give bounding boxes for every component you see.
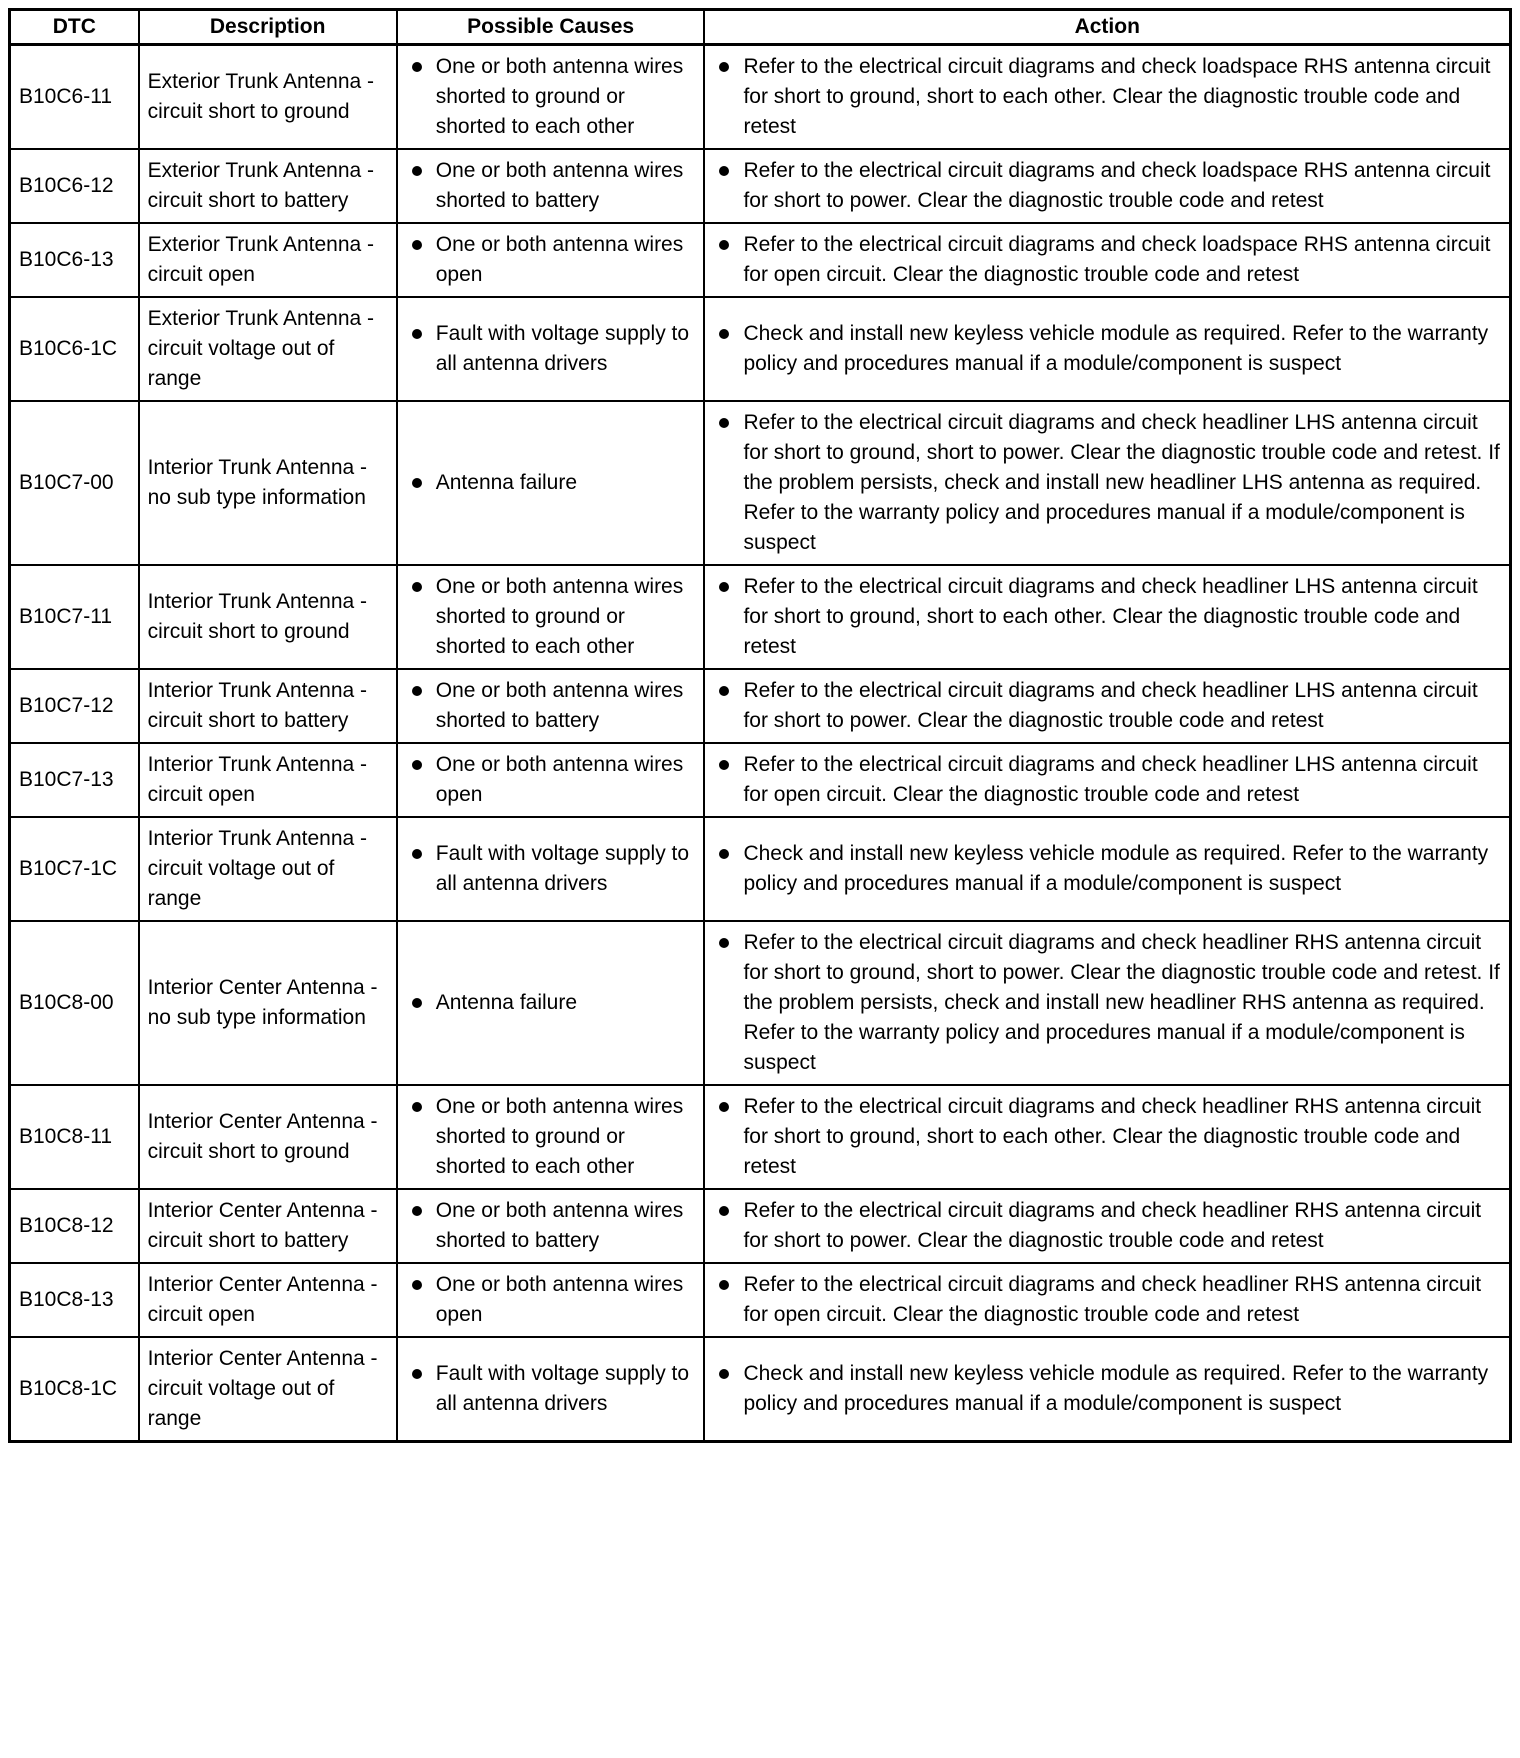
bullet-item bbox=[406, 230, 696, 290]
dtc-code-cell: B10C7-00 bbox=[10, 401, 139, 565]
dtc-code-cell: B10C6-11 bbox=[10, 45, 139, 150]
possible-causes-cell bbox=[397, 1085, 705, 1189]
bullet-item bbox=[406, 1359, 696, 1419]
bullet-item bbox=[406, 52, 696, 142]
description-cell: Exterior Trunk Antenna - circuit voltage out of range bbox=[139, 297, 397, 401]
action-cell bbox=[704, 149, 1510, 223]
action-cell bbox=[704, 45, 1510, 150]
action-text: Refer to the electrical circuit diagrams and check headliner RHS antenna circuit for short to ground, short to each other. Clear the diagnostic trouble code and retest bbox=[743, 1095, 1482, 1178]
bullet-item bbox=[713, 1196, 1501, 1256]
col-header-action: Action bbox=[704, 10, 1510, 45]
bullet-list bbox=[713, 408, 1501, 558]
possible-causes-cell bbox=[397, 223, 705, 297]
description-cell: Interior Center Antenna - circuit short to battery bbox=[139, 1189, 397, 1263]
description-cell: Interior Trunk Antenna - no sub type information bbox=[139, 401, 397, 565]
possible-causes-cell bbox=[397, 45, 705, 150]
bullet-icon bbox=[719, 760, 729, 770]
bullet-list bbox=[713, 839, 1501, 899]
bullet-item bbox=[713, 839, 1501, 899]
bullet-icon bbox=[412, 760, 422, 770]
possible-cause-text: Fault with voltage supply to all antenna drivers bbox=[435, 1362, 690, 1415]
dtc-code-cell: B10C7-13 bbox=[10, 743, 139, 817]
possible-cause-text: One or both antenna wires open bbox=[435, 753, 684, 806]
bullet-list bbox=[713, 1196, 1501, 1256]
bullet-list bbox=[406, 468, 696, 498]
bullet-icon bbox=[719, 1102, 729, 1112]
description-cell: Interior Center Antenna - circuit open bbox=[139, 1263, 397, 1337]
bullet-icon bbox=[412, 849, 422, 859]
bullet-list bbox=[406, 572, 696, 662]
bullet-icon bbox=[412, 1280, 422, 1290]
possible-cause-text: One or both antenna wires open bbox=[435, 233, 684, 286]
table-row bbox=[10, 565, 1511, 669]
action-text: Refer to the electrical circuit diagrams and check loadspace RHS antenna circuit for short to ground, short to each other. Clear the diagnostic trouble code and retest bbox=[743, 55, 1491, 138]
bullet-item bbox=[406, 1092, 696, 1182]
description-cell: Interior Center Antenna - circuit short to ground bbox=[139, 1085, 397, 1189]
bullet-icon bbox=[412, 240, 422, 250]
action-text: Refer to the electrical circuit diagrams and check headliner RHS antenna circuit for short to power. Clear the diagnostic trouble code and retest bbox=[743, 1199, 1482, 1252]
bullet-list bbox=[713, 572, 1501, 662]
bullet-icon bbox=[412, 166, 422, 176]
possible-cause-text: Antenna failure bbox=[435, 991, 578, 1014]
action-text: Refer to the electrical circuit diagrams and check loadspace RHS antenna circuit for short to power. Clear the diagnostic trouble code and retest bbox=[743, 159, 1491, 212]
bullet-item bbox=[406, 156, 696, 216]
bullet-icon bbox=[719, 849, 729, 859]
table-row bbox=[10, 921, 1511, 1085]
bullet-icon bbox=[412, 1206, 422, 1216]
action-text: Refer to the electrical circuit diagrams and check headliner LHS antenna circuit for short to power. Clear the diagnostic trouble code and retest bbox=[743, 679, 1478, 732]
table-row bbox=[10, 297, 1511, 401]
table-row bbox=[10, 743, 1511, 817]
dtc-table-header bbox=[10, 10, 1511, 45]
bullet-item bbox=[406, 839, 696, 899]
action-text: Refer to the electrical circuit diagrams and check headliner LHS antenna circuit for open circuit. Clear the diagnostic trouble code and retest bbox=[743, 753, 1478, 806]
action-cell bbox=[704, 1085, 1510, 1189]
description-cell: Interior Trunk Antenna - circuit short to battery bbox=[139, 669, 397, 743]
bullet-item bbox=[713, 319, 1501, 379]
bullet-list bbox=[406, 230, 696, 290]
description-cell: Interior Center Antenna - circuit voltage out of range bbox=[139, 1337, 397, 1442]
bullet-list bbox=[713, 928, 1501, 1078]
col-header-description: Description bbox=[139, 10, 397, 45]
col-header-possible-causes: Possible Causes bbox=[397, 10, 705, 45]
bullet-list bbox=[713, 319, 1501, 379]
description-cell: Interior Trunk Antenna - circuit short to ground bbox=[139, 565, 397, 669]
bullet-item bbox=[406, 468, 696, 498]
bullet-item bbox=[713, 1092, 1501, 1182]
possible-cause-text: One or both antenna wires open bbox=[435, 1273, 684, 1326]
bullet-list bbox=[406, 319, 696, 379]
dtc-code-cell: B10C6-13 bbox=[10, 223, 139, 297]
action-text: Refer to the electrical circuit diagrams and check headliner LHS antenna circuit for short to ground, short to power. Clear the diagnostic trouble code and retest. If the problem persists, check and install new headliner LHS antenna as required. Refer to the warranty policy and procedures manual if a module/component is suspect bbox=[743, 411, 1500, 554]
possible-cause-text: One or both antenna wires shorted to battery bbox=[435, 679, 684, 732]
table-row bbox=[10, 817, 1511, 921]
table-row bbox=[10, 1189, 1511, 1263]
bullet-list bbox=[406, 1196, 696, 1256]
bullet-item bbox=[713, 1359, 1501, 1419]
action-text: Refer to the electrical circuit diagrams and check headliner RHS antenna circuit for short to ground, short to power. Clear the diagnostic trouble code and retest. If the problem persists, check and install new headliner RHS antenna as required. Refer to the warranty policy and procedures manual if a module/component is suspect bbox=[743, 931, 1500, 1074]
bullet-icon bbox=[719, 1280, 729, 1290]
bullet-icon bbox=[412, 1102, 422, 1112]
bullet-list bbox=[713, 52, 1501, 142]
bullet-icon bbox=[719, 686, 729, 696]
table-row bbox=[10, 149, 1511, 223]
dtc-code-cell: B10C8-13 bbox=[10, 1263, 139, 1337]
bullet-icon bbox=[719, 1206, 729, 1216]
bullet-item bbox=[713, 408, 1501, 558]
possible-causes-cell bbox=[397, 1189, 705, 1263]
description-cell: Exterior Trunk Antenna - circuit open bbox=[139, 223, 397, 297]
bullet-item bbox=[406, 676, 696, 736]
bullet-icon bbox=[719, 329, 729, 339]
description-cell: Interior Trunk Antenna - circuit open bbox=[139, 743, 397, 817]
action-cell bbox=[704, 565, 1510, 669]
possible-cause-text: Fault with voltage supply to all antenna drivers bbox=[435, 322, 690, 375]
possible-cause-text: Antenna failure bbox=[435, 471, 578, 494]
bullet-list bbox=[713, 1359, 1501, 1419]
bullet-item bbox=[713, 1270, 1501, 1330]
bullet-icon bbox=[412, 478, 422, 488]
description-cell: Exterior Trunk Antenna - circuit short to ground bbox=[139, 45, 397, 150]
action-cell bbox=[704, 297, 1510, 401]
action-cell bbox=[704, 669, 1510, 743]
dtc-code-cell: B10C8-12 bbox=[10, 1189, 139, 1263]
action-cell bbox=[704, 401, 1510, 565]
table-row bbox=[10, 1085, 1511, 1189]
bullet-icon bbox=[412, 1369, 422, 1379]
bullet-list bbox=[406, 1270, 696, 1330]
bullet-icon bbox=[412, 62, 422, 72]
possible-cause-text: Fault with voltage supply to all antenna drivers bbox=[435, 842, 690, 895]
possible-causes-cell bbox=[397, 743, 705, 817]
dtc-code-cell: B10C8-1C bbox=[10, 1337, 139, 1442]
possible-cause-text: One or both antenna wires shorted to ground or shorted to each other bbox=[435, 575, 684, 658]
table-row bbox=[10, 669, 1511, 743]
description-cell: Interior Trunk Antenna - circuit voltage out of range bbox=[139, 817, 397, 921]
bullet-list bbox=[713, 750, 1501, 810]
possible-cause-text: One or both antenna wires shorted to battery bbox=[435, 1199, 684, 1252]
bullet-icon bbox=[412, 582, 422, 592]
possible-causes-cell bbox=[397, 565, 705, 669]
bullet-list bbox=[406, 1092, 696, 1182]
possible-cause-text: One or both antenna wires shorted to ground or shorted to each other bbox=[435, 1095, 684, 1178]
bullet-list bbox=[713, 1270, 1501, 1330]
description-cell: Interior Center Antenna - no sub type information bbox=[139, 921, 397, 1085]
bullet-list bbox=[713, 676, 1501, 736]
action-text: Check and install new keyless vehicle module as required. Refer to the warranty policy and procedures manual if a module/component is suspect bbox=[743, 842, 1489, 895]
possible-causes-cell bbox=[397, 401, 705, 565]
action-text: Refer to the electrical circuit diagrams and check headliner LHS antenna circuit for short to ground, short to each other. Clear the diagnostic trouble code and retest bbox=[743, 575, 1478, 658]
table-header-row bbox=[10, 10, 1511, 45]
bullet-list bbox=[406, 750, 696, 810]
dtc-code-cell: B10C8-11 bbox=[10, 1085, 139, 1189]
action-cell bbox=[704, 743, 1510, 817]
action-text: Refer to the electrical circuit diagrams and check headliner RHS antenna circuit for open circuit. Clear the diagnostic trouble code and retest bbox=[743, 1273, 1482, 1326]
dtc-code-cell: B10C6-1C bbox=[10, 297, 139, 401]
dtc-code-cell: B10C8-00 bbox=[10, 921, 139, 1085]
bullet-icon bbox=[719, 240, 729, 250]
bullet-item bbox=[713, 676, 1501, 736]
bullet-list bbox=[713, 230, 1501, 290]
bullet-list bbox=[406, 839, 696, 899]
action-text: Refer to the electrical circuit diagrams and check loadspace RHS antenna circuit for open circuit. Clear the diagnostic trouble code and retest bbox=[743, 233, 1491, 286]
action-cell bbox=[704, 921, 1510, 1085]
action-cell bbox=[704, 1263, 1510, 1337]
bullet-icon bbox=[412, 329, 422, 339]
bullet-list bbox=[406, 988, 696, 1018]
possible-cause-text: One or both antenna wires shorted to ground or shorted to each other bbox=[435, 55, 684, 138]
action-text: Check and install new keyless vehicle module as required. Refer to the warranty policy and procedures manual if a module/component is suspect bbox=[743, 322, 1489, 375]
action-text: Check and install new keyless vehicle module as required. Refer to the warranty policy and procedures manual if a module/component is suspect bbox=[743, 1362, 1489, 1415]
table-row bbox=[10, 1263, 1511, 1337]
bullet-item bbox=[713, 230, 1501, 290]
description-cell: Exterior Trunk Antenna - circuit short to battery bbox=[139, 149, 397, 223]
possible-causes-cell bbox=[397, 669, 705, 743]
action-cell bbox=[704, 1189, 1510, 1263]
dtc-table-body bbox=[10, 45, 1511, 1442]
bullet-list bbox=[713, 156, 1501, 216]
dtc-code-cell: B10C7-12 bbox=[10, 669, 139, 743]
table-row bbox=[10, 223, 1511, 297]
possible-causes-cell bbox=[397, 817, 705, 921]
bullet-icon bbox=[719, 1369, 729, 1379]
bullet-item bbox=[406, 1196, 696, 1256]
bullet-icon bbox=[719, 62, 729, 72]
bullet-item bbox=[406, 988, 696, 1018]
bullet-list bbox=[406, 676, 696, 736]
possible-cause-text: One or both antenna wires shorted to battery bbox=[435, 159, 684, 212]
dtc-code-cell: B10C7-11 bbox=[10, 565, 139, 669]
table-row bbox=[10, 45, 1511, 150]
bullet-item bbox=[406, 750, 696, 810]
dtc-code-cell: B10C6-12 bbox=[10, 149, 139, 223]
bullet-item bbox=[713, 52, 1501, 142]
bullet-icon bbox=[719, 938, 729, 948]
action-cell bbox=[704, 223, 1510, 297]
possible-causes-cell bbox=[397, 1263, 705, 1337]
bullet-list bbox=[406, 52, 696, 142]
bullet-list bbox=[406, 156, 696, 216]
dtc-table bbox=[8, 8, 1512, 1443]
possible-causes-cell bbox=[397, 297, 705, 401]
bullet-icon bbox=[719, 418, 729, 428]
action-cell bbox=[704, 1337, 1510, 1442]
col-header-dtc: DTC bbox=[10, 10, 139, 45]
bullet-list bbox=[713, 1092, 1501, 1182]
table-row bbox=[10, 401, 1511, 565]
bullet-list bbox=[406, 1359, 696, 1419]
bullet-icon bbox=[412, 686, 422, 696]
possible-causes-cell bbox=[397, 1337, 705, 1442]
bullet-icon bbox=[719, 582, 729, 592]
bullet-item bbox=[713, 750, 1501, 810]
bullet-icon bbox=[719, 166, 729, 176]
bullet-item bbox=[713, 572, 1501, 662]
table-row bbox=[10, 1337, 1511, 1442]
action-cell bbox=[704, 817, 1510, 921]
dtc-code-cell: B10C7-1C bbox=[10, 817, 139, 921]
bullet-item bbox=[406, 319, 696, 379]
bullet-item bbox=[713, 928, 1501, 1078]
possible-causes-cell bbox=[397, 149, 705, 223]
possible-causes-cell bbox=[397, 921, 705, 1085]
bullet-item bbox=[406, 1270, 696, 1330]
bullet-icon bbox=[412, 998, 422, 1008]
bullet-item bbox=[406, 572, 696, 662]
bullet-item bbox=[713, 156, 1501, 216]
